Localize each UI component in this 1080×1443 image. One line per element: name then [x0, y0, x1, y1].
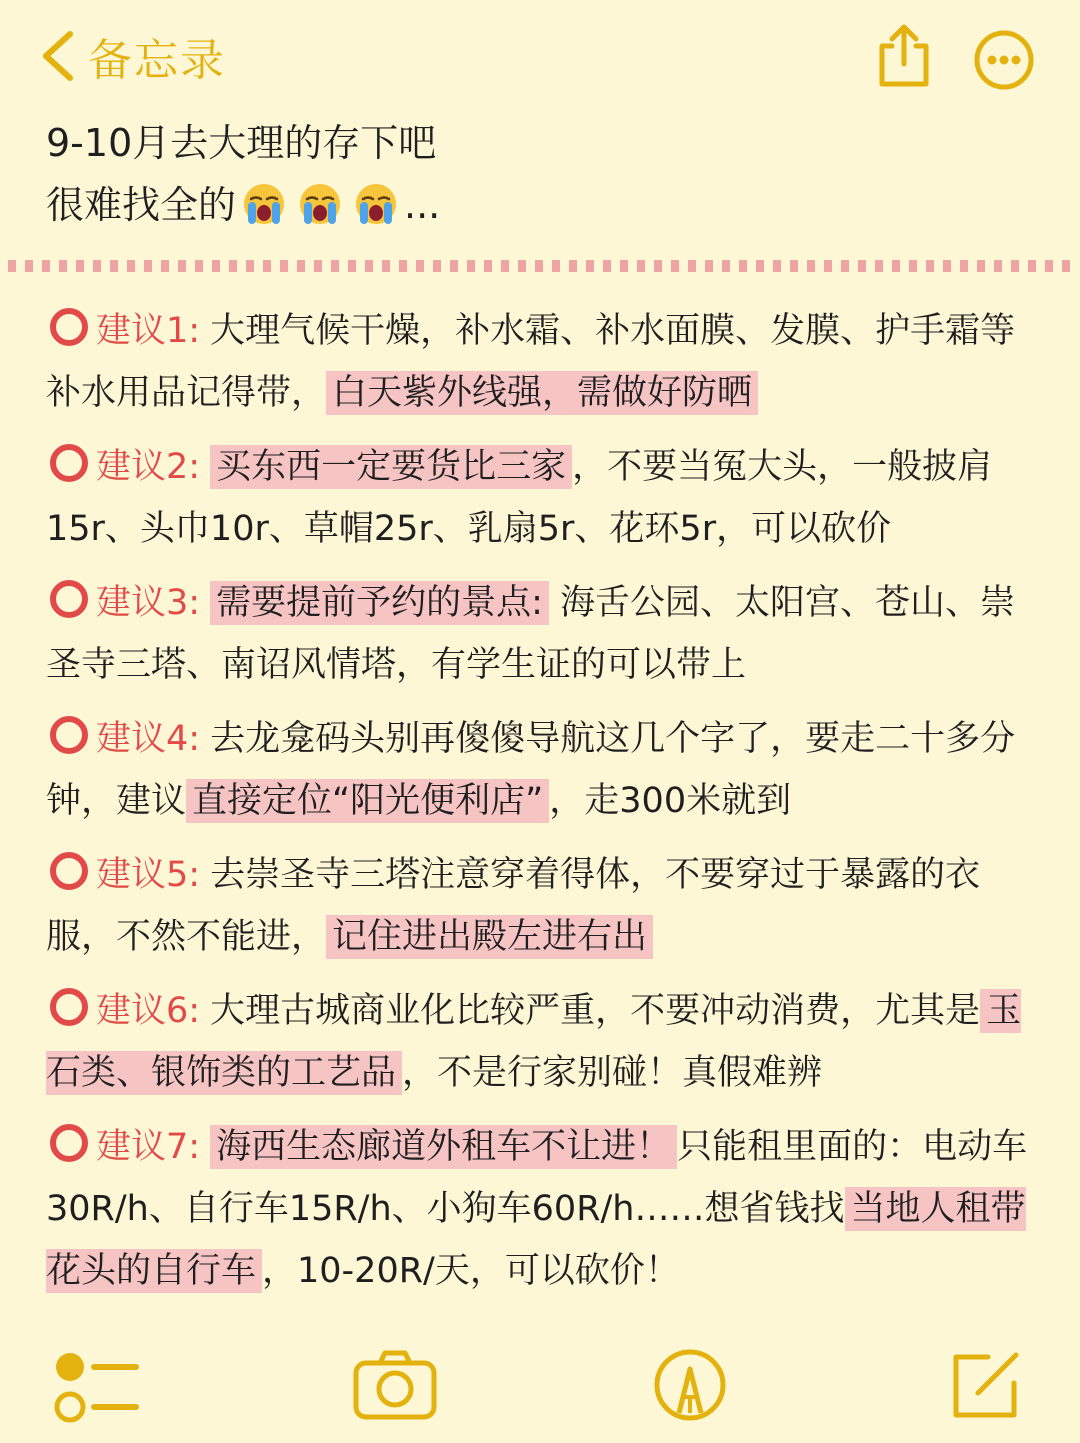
red-circle-icon [50, 716, 88, 754]
tip-label: 建议1: [96, 311, 201, 351]
tip-paragraph [46, 708, 1046, 832]
tip-text: ，不要当冤大头，一般披肩15r、头巾10r、草帽25r、乳扇5r、花环5r，可以砍价 [46, 447, 993, 549]
camera-icon[interactable] [352, 1347, 438, 1423]
tip-label: 建议3: [96, 583, 201, 623]
red-circle-icon [50, 988, 88, 1026]
loudly-crying-face-icon [354, 182, 398, 226]
tips-list [46, 300, 1046, 1314]
tip-text: 大理气候干燥，补水霜、补水面膜、发膜、护手霜等补水用品记得带， [46, 311, 1016, 413]
tip-text: ，走300米就到 [549, 781, 792, 821]
red-circle-icon [50, 308, 88, 346]
tip-text: 去龙龛码头别再傻傻导航这几个字了，要走二十多分钟，建议 [46, 719, 1016, 821]
share-icon[interactable] [872, 22, 936, 88]
tip-label: 建议6: [96, 991, 201, 1031]
highlighted-text: 记住进出殿左进右出 [326, 915, 653, 959]
red-circle-icon [50, 1124, 88, 1162]
highlighted-text: 白天紫外线强，需做好防晒 [326, 371, 758, 415]
highlighted-text: 买东西一定要货比三家 [210, 445, 572, 489]
highlighted-text: 直接定位“阳光便利店” [186, 779, 549, 823]
tip-paragraph [46, 980, 1046, 1104]
intro-line-2-suffix: ... [404, 183, 441, 227]
tip-text: 大理古城商业化比较严重，不要冲动消费，尤其是 [210, 991, 981, 1031]
tip-text: 去崇圣寺三塔注意穿着得体，不要穿过于暴露的衣服，不然不能进， [46, 855, 981, 957]
highlighted-text: 玉石类、银饰类的工艺品 [46, 991, 1022, 1093]
tip-text: 海舌公园、太阳宫、苍山、崇圣寺三塔、南诏风情塔，有学生证的可以带上 [46, 583, 1015, 685]
tip-paragraph [46, 844, 1046, 968]
intro-line-2-text: 很难找全的 [46, 183, 237, 227]
tip-text: 只能租里面的：电动车30R/h、自行车15R/h、小狗车60R/h……想省钱找 [46, 1127, 1028, 1229]
tip-paragraph [46, 436, 1046, 560]
tip-paragraph [46, 300, 1046, 424]
tip-text: ，不是行家别碰！真假难辨 [402, 1053, 823, 1093]
intro-line-1: 9-10月去大理的存下吧 [46, 121, 437, 165]
more-icon[interactable] [972, 28, 1036, 92]
loudly-crying-face-icon [298, 182, 342, 226]
highlighted-text: 当地人租带花头的自行车 [46, 1189, 1026, 1291]
dotted-divider [8, 260, 1074, 272]
tip-paragraph [46, 572, 1046, 696]
tip-paragraph [46, 1116, 1046, 1302]
checklist-icon[interactable] [52, 1347, 142, 1427]
red-circle-icon [50, 580, 88, 618]
red-circle-icon [50, 444, 88, 482]
chevron-left-icon [38, 28, 78, 84]
red-circle-icon [50, 852, 88, 890]
highlighted-text: 海西生态廊道外租车不让进！ [210, 1125, 677, 1169]
note-intro [46, 112, 1046, 236]
loudly-crying-face-icon [242, 182, 286, 226]
back-button[interactable] [38, 26, 226, 86]
intro-line-2 [46, 174, 1046, 236]
tip-label: 建议4: [96, 719, 201, 759]
back-label: 备忘录 [88, 35, 226, 86]
markup-pen-icon[interactable] [652, 1347, 728, 1423]
highlighted-text: 需要提前予约的景点: [210, 581, 549, 625]
tip-text: ，10-20R/天，可以砍价！ [262, 1251, 680, 1291]
bottom-toolbar [0, 1335, 1080, 1443]
tip-label: 建议2: [96, 447, 201, 487]
navigation-bar [0, 0, 1080, 110]
compose-icon[interactable] [948, 1347, 1024, 1423]
tip-label: 建议7: [96, 1127, 201, 1167]
tip-label: 建议5: [96, 855, 201, 895]
